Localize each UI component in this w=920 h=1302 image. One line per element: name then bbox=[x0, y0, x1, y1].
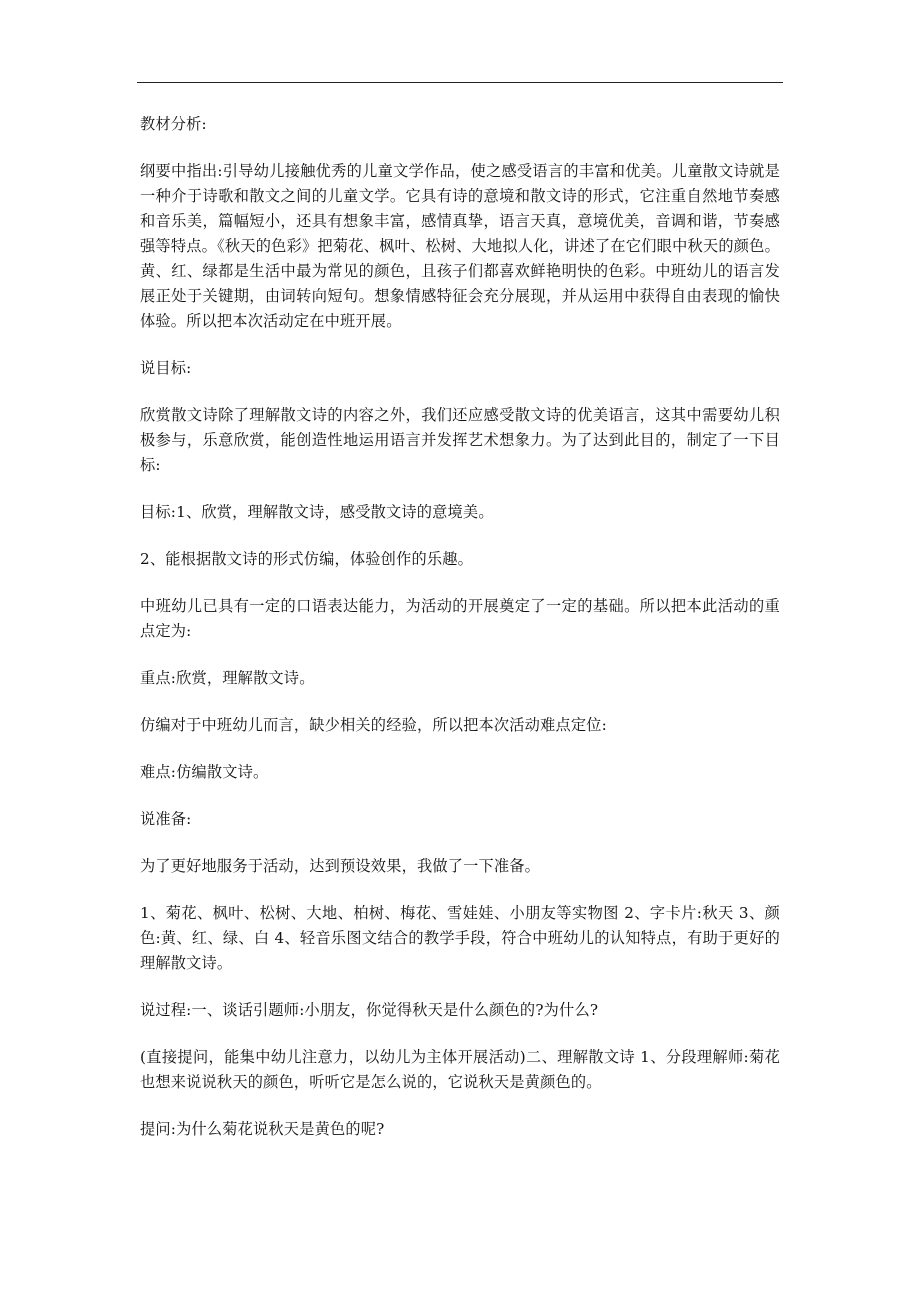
paragraph-preparation-intro: 为了更好地服务于活动，达到预设效果，我做了一下准备。 bbox=[140, 857, 541, 875]
paragraph-key-point-intro: 中班幼儿已具有一定的口语表达能力，为活动的开展奠定了一定的基础。所以把本此活动的重点定为: bbox=[140, 597, 780, 640]
header-rule bbox=[137, 82, 783, 83]
paragraph-question: 提问:为什么菊花说秋天是黄色的呢? bbox=[140, 1120, 385, 1138]
heading-preparation: 说准备: bbox=[140, 810, 192, 828]
heading-goals: 说目标: bbox=[140, 359, 192, 377]
paragraph-goals-intro: 欣赏散文诗除了理解散文诗的内容之外，我们还应感受散文诗的优美语言，这其中需要幼儿积极参与，乐意欣赏，能创造性地运用语言并发挥艺术想象力。为了达到此目的，制定了一下目标: bbox=[140, 406, 780, 474]
paragraph-analysis: 纲要中指出:引导幼儿接触优秀的儿童文学作品，使之感受语言的丰富和优美。儿童散文诗就是一种介于诗歌和散文之间的儿童文学。它具有诗的意境和散文诗的形式，它注重自然地节奏感和音乐美，篇幅短小，还具有想象丰富，感情真挚，语言天真，意境优美，音调和谐，节奏感强等特点。《秋天的色彩》把菊花、枫叶、松树、大地拟人化，讲述了在它们眼中秋天的颜色。黄、红、绿都是生活中最为常见的颜色，且孩子们都喜欢鲜艳明快的色彩。中班幼儿的语言发展正处于关键期，由词转向短句。想象情感特征会充分展现，并从运用中获得自由表现的愉快体验。所以把本次活动定在中班开展。 bbox=[140, 162, 780, 330]
paragraph-difficulty: 难点:仿编散文诗。 bbox=[140, 763, 269, 781]
paragraph-process-understand: (直接提问，能集中幼儿注意力，以幼儿为主体开展活动)二、理解散文诗 1、分段理解师:菊花也想来说说秋天的颜色，听听它是怎么说的，它说秋天是黄颜色的。 bbox=[140, 1048, 780, 1091]
paragraph-preparation-list: 1、菊花、枫叶、松树、大地、柏树、梅花、雪娃娃、小朋友等实物图 2、字卡片:秋天 3、颜色:黄、红、绿、白 4、轻音乐图文结合的教学手段，符合中班幼儿的认知特点，有助于更好的理解散文诗。 bbox=[140, 904, 780, 972]
paragraph-goal-1: 目标:1、欣赏，理解散文诗，感受散文诗的意境美。 bbox=[140, 503, 494, 521]
paragraph-process-start: 说过程:一、谈话引题师:小朋友，你觉得秋天是什么颜色的?为什么? bbox=[140, 1001, 599, 1019]
heading-textbook-analysis: 教材分析: bbox=[140, 115, 207, 133]
paragraph-difficulty-intro: 仿编对于中班幼儿而言，缺少相关的经验，所以把本次活动难点定位: bbox=[140, 716, 607, 734]
paragraph-key-point: 重点:欣赏，理解散文诗。 bbox=[140, 669, 315, 687]
document-body bbox=[140, 112, 780, 1164]
paragraph-goal-2: 2、能根据散文诗的形式仿编，体验创作的乐趣。 bbox=[140, 550, 474, 568]
